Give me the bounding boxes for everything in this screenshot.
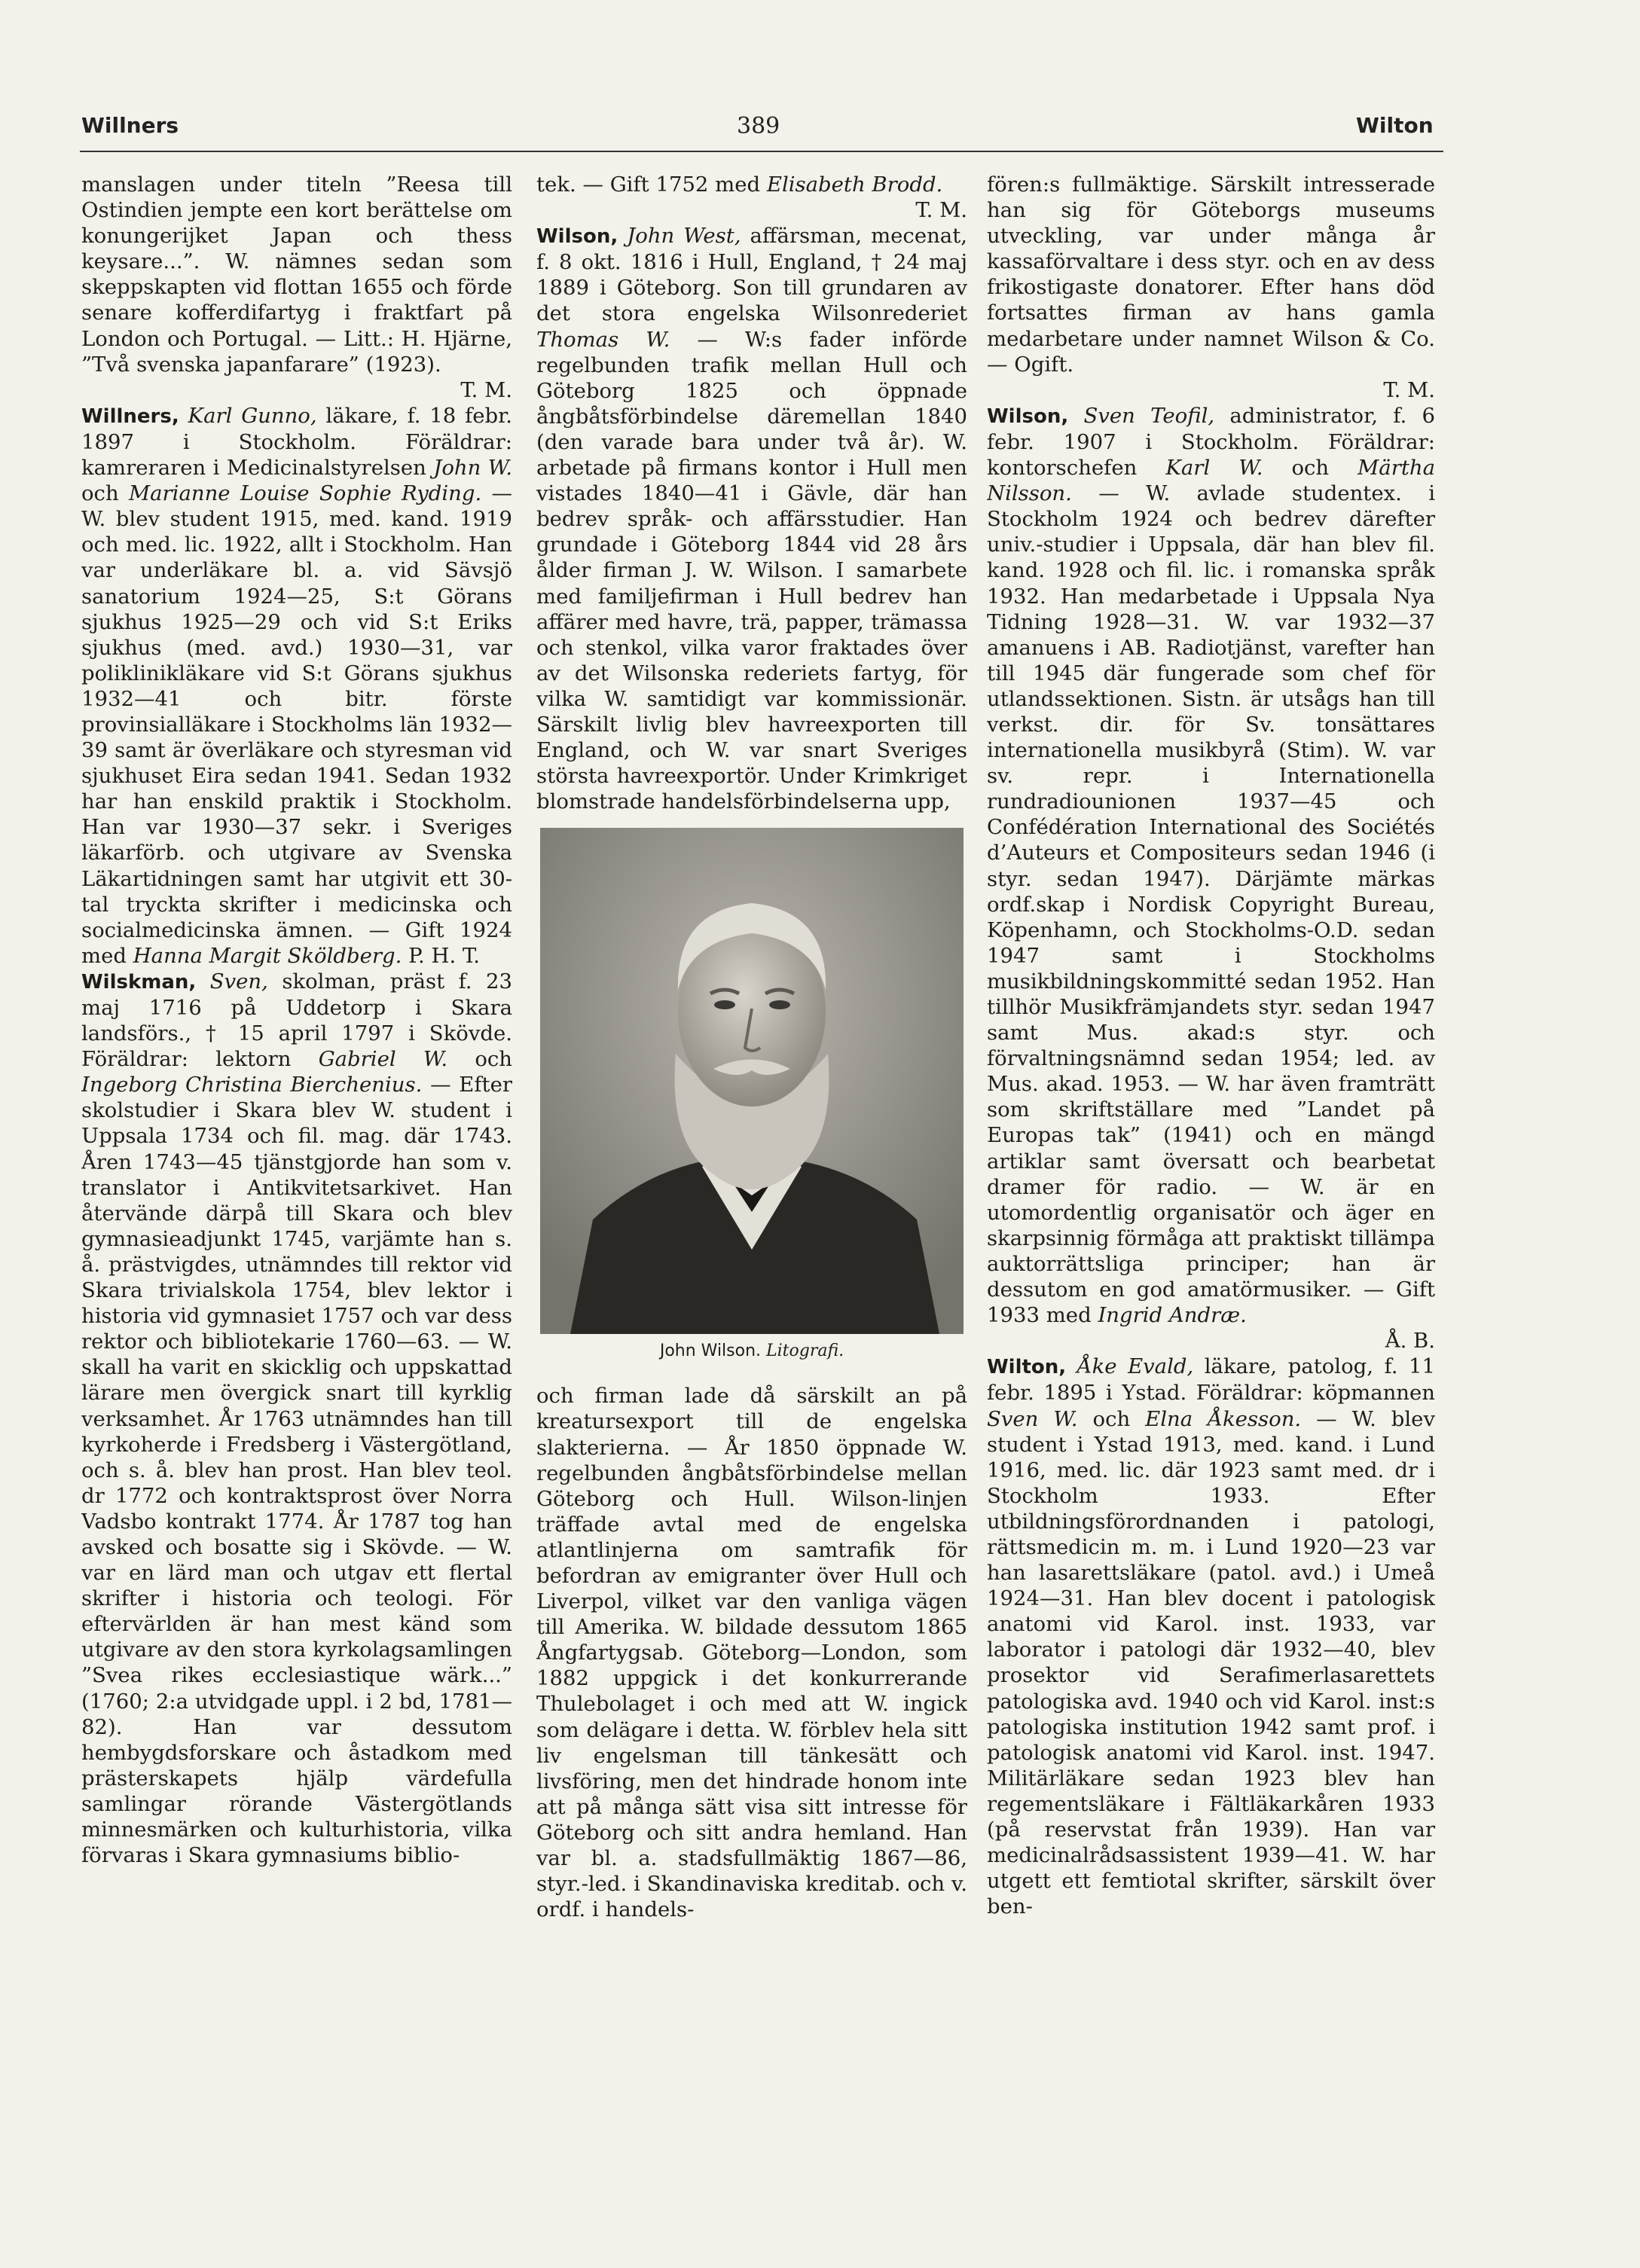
text: läkare, patolog, f. 11 febr. 1895 i Ystad. Föräldrar: köpmannen	[987, 1354, 1435, 1406]
text: tek. — Gift 1752 med	[536, 172, 767, 197]
text: — W. blev student 1915, med. kand. 1919 och med. lic. 1922, allt i Stockholm. Han var underläkare bl. a. vid Sävsjö sanatorium 1924—25, S:t Görans sjukhus 1925—29 och vid S:t Eriks sjukhus (med. avd.) 1930—31, var poliklinikläkare vid S:t Görans sjukhus 1932—41 och bitr. förste provinsialläkare i Stockholms län 1932—39 samt är överläkare och styresman vid sjukhuset Eira sedan 1941. Sedan 1932 har han enskild praktik i Stockholm. Han var 1930—37 sekr. i Sveriges läkarförb. och utgivare av Svenska Läkartidningen samt har utgivit ett 30-tal tryckta skrifter i medicinska och socialmedicinska ämnen. — Gift 1924 med	[81, 481, 512, 968]
text: läkare, f. 18 febr. 1897 i Stockholm. Föräldrar: kamreraren i Medicinalstyrelsen	[81, 403, 512, 481]
italic-name: Märtha Nilsson.	[987, 456, 1435, 506]
text: och	[1263, 456, 1358, 481]
text-column-1	[81, 172, 512, 2205]
running-header-left: Willners	[81, 113, 179, 138]
text-column-2	[536, 172, 967, 2205]
entry-headword: Wilson,	[987, 404, 1069, 428]
header-rule	[80, 151, 1443, 152]
italic-name: Ingeborg Christina Bierchenius.	[81, 1073, 423, 1097]
entry-given-name: Karl Gunno,	[188, 403, 317, 428]
italic-name: Ingrid Andræ.	[1098, 1303, 1247, 1328]
entry-headword: Wilson,	[536, 225, 618, 249]
entry-given-name: Sven,	[209, 969, 268, 994]
italic-name: Elisabeth Brodd.	[766, 172, 943, 197]
italic-name: Elna Åkesson.	[1145, 1406, 1302, 1431]
text-column-3	[987, 172, 1435, 2205]
page-number: 389	[737, 113, 780, 139]
entry-given-name: Åke Evald,	[1077, 1354, 1194, 1379]
entry-wilson-sven-teofil	[987, 403, 1435, 1354]
caption-note: Litografi.	[766, 1342, 844, 1361]
caption-name: John Wilson.	[659, 1342, 762, 1361]
paragraph	[536, 172, 967, 223]
text: — W. blev student i Ystad 1913, med. kand. i Lund 1916, med. lic. där 1923 samt med. dr i Stockholm 1933. Efter utbildningsförordnanden i patologi, rättsmedicin m. m. i Lund 1920—23 var han lasarettsläkare (patol. avd.) i Umeå 1924—31. Han blev docent i patologisk anatomi vid Karol. inst. 1933, var laborator i patologi där 1932—40, blev prosektor vid Serafimerlasarettets patologiska avd. 1940 och vid Karol. inst:s patologiska institution 1942 samt prof. i patologisk anatomi vid Karol. inst. 1947. Militärläkare sedan 1923 blev han regementsläkare i Fältläkarkåren 1933 (på reservstat från 1939). Han var medicinalrådsassistent 1939—41. W. har utgett ett femtiotal skrifter, särskilt över ben-	[987, 1406, 1435, 1919]
paragraph	[987, 172, 1435, 403]
entry-wilskman-sven	[81, 969, 512, 1868]
paragraph	[81, 172, 512, 403]
entry-headword: Wilskman,	[81, 970, 197, 994]
text: administrator, f. 6 febr. 1907 i Stockholm. Föräldrar: kontorschefen	[987, 403, 1435, 481]
text: — W. avlade studentex. i Stockholm 1924 och bedrev därefter univ.-studier i Uppsala, där han blev fil. kand. 1928 och fil. lic. i romanska språk 1932. Han medarbetade i Uppsala Nya Tidning 1928—31. W. var 1932—37 amanuens i AB. Radiotjänst, varefter han till 1945 där fungerade som chef för utlandssektionen. Sistn. är utsågs han till verkst. dir. för Sv. tonsättares internationella musikbyrå (Stim). W. var sv. repr. i Internationella rundradiounionen 1937—45 och Confédération International des Sociétés d’Auteurs et Compositeurs sedan 1946 (i styr. sedan 1947). Därjämte märkas ordf.skap i Nordisk Copyright Bureau, Köpenhamn, och Stockholms-O.D. sedan 1947 samt i Stockholms musikbildningskommitté sedan 1952. Han tillhör Musikfrämjandets styr. sedan 1947 samt Mus. akad:s styr. och förvaltningsnämnd sedan 1954; led. av Mus. akad. 1953. — W. har även framträtt som skriftställare med ”Landet på Europas tak” (1941) och en mängd artiklar samt översatt och bearbetat dramer för radio. — W. är en utomordentlig organisatör och äger en skarpsinnig förmåga att praktiskt tillämpa auktorrättsliga principer; han är dessutom en god amatörmusiker. — Gift 1933 med	[987, 481, 1435, 1328]
entry-wilton-ake-evald	[987, 1354, 1435, 1919]
portrait-caption	[536, 1342, 967, 1360]
author-signature: Å. B.	[1385, 1329, 1435, 1354]
entry-willners-karl-gunno	[81, 403, 512, 969]
text: affärsman, mecenat, f. 8 okt. 1816 i Hull, England, † 24 maj 1889 i Göteborg. Son till grundaren av det stora engelska Wilsonrederiet	[536, 224, 967, 326]
text: och	[447, 1047, 512, 1072]
paragraph: och firman lade då särskilt an på kreatursexport till de engelska slakterierna. — År 1850 öppnade W. regelbunden ångbåtsförbindelse mellan Göteborg och Hull. Wilson-linjen träffade avtal med de engelska atlantlinjerna om samtrafik för befordran av emigranter över Hull och Liverpol, vilket var den vanliga vägen till Amerika. W. bildade dessutom 1865 Ångfartygsab. Göteborg—London, som 1882 uppgick i det konkurrerande Thulebolaget i och med att W. ingick som delägare i detta. W. förblev hela sitt liv engelsman till tänkesätt och livsföring, men det hindrade honom inte att på många sätt visa sitt intresse för Göteborg och sitt andra hemland. Han var bl. a. stadsfullmäktig 1867—86, styr.-led. i Skandinaviska kreditab. och v. ordf. i handels-	[536, 1384, 967, 1922]
author-signature: T. M.	[915, 198, 967, 223]
entry-given-name: Sven Teofil,	[1083, 403, 1215, 428]
entry-wilson-john-west	[536, 223, 967, 814]
text: — Efter skolstudier i Skara blev W. student i Uppsala 1734 och fil. mag. där 1743. Åren 1743—45 tjänstgjorde han som v. translator i Antikvitetsarkivet. Han återvände därpå till Skara och blev gymnasieadjunkt 1745, varjämte han s. å. prästvigdes, utnämndes till rektor vid Skara trivialskola 1754, blev lektor i historia vid gymnasiet 1757 och var dess rektor och bibliotekarie 1760—63. — W. skall ha varit en skicklig och uppskattad lärare men övergick snart till kyrklig verksamhet. År 1763 utnämndes han till kyrkoherde i Fredsberg i Västergötland, och s. å. blev han prost. Han blev teol. dr 1772 och kontraktsprost över Norra Vadsbo kontrakt 1774. År 1787 tog han avsked och bosatte sig i Skövde. — W. var en lärd man och utgav ett flertal skrifter i historia och teologi. För eftervärlden är han mest känd som utgivare av den stora kyrkolagsamlingen ”Svea rikes ecclesiastique wärk...” (1760; 2:a utvidgade uppl. i 2 bd, 1781—82). Han var dessutom hembygdsforskare och åstadkom med prästerskapets hjälp värdefulla samlingar rörande Västergötlands minnesmärken och kulturhistoria, vilka förvaras i Skara gymnasiums biblio-	[81, 1073, 512, 1868]
italic-name: Marianne Louise Sophie Ryding.	[128, 481, 482, 506]
portrait-illustration	[540, 828, 964, 1334]
text: och	[1077, 1406, 1146, 1431]
portrait-image	[540, 828, 964, 1334]
text: fören:s fullmäktige. Särskilt intresserade han sig för Göteborgs museums utveckling, var under många år kassaförvaltare i dess styr. och en av dess frikostigaste donatorer. Efter hans död fortsattes firman av hans gamla medarbetare under namnet Wilson & Co. — Ogift.	[987, 172, 1435, 377]
italic-name: Karl W.	[1165, 456, 1263, 481]
italic-name: Gabriel W.	[318, 1047, 448, 1072]
entry-headword: Wilton,	[987, 1356, 1067, 1379]
author-signature: T. M.	[1383, 377, 1435, 402]
text: och	[81, 481, 129, 506]
text: manslagen under titeln ”Reesa till Ostindien jempte een kort berättelse om konungerijket Japan och thess keysare...”. W. nämnes sedan som skeppskapten vid flottan 1655 och förde senare kofferdifartyg i fraktfart på London och Portugal. — Litt.: H. Hjärne, ”Två svenska japanfarare” (1923).	[81, 172, 512, 377]
author-signature: P. H. T.	[402, 943, 481, 968]
text: — W:s fader införde regelbunden trafik mellan Hull och Göteborg 1825 och öppnade ångbåtsförbindelse däremellan 1840 (den varade bara under två år). W. arbetade på firmans kontor i Hull men vistades 1840—41 i Gävle, där han bedrev språk- och affärsstudier. Han grundade i Göteborg 1844 vid 28 års ålder firman J. W. Wilson. I samarbete med familjefirman i Hull bedrev han affärer med havre, trä, papper, trämassa och stenkol, vilka varor fraktades över av det Wilsonska rederiets fartyg, för vilka W. samtidigt var kommissionär. Särskilt livlig blev havreexporten till England, och W. var snart Sveriges största havreexportör. Under Krimkriget blomstrade handelsförbindelserna upp,	[536, 327, 967, 814]
italic-name: Thomas W.	[536, 327, 670, 352]
italic-name: John W.	[433, 456, 512, 481]
running-header-right: Wilton	[1356, 113, 1434, 138]
italic-name: Hanna Margit Sköldberg.	[133, 943, 402, 968]
author-signature: T. M.	[460, 377, 512, 402]
text: skolman, präst f. 23 maj 1716 på Uddetorp i Skara landsförs., † 15 april 1797 i Skövde. Föräldrar: lektorn	[81, 969, 512, 1072]
entry-headword: Willners,	[81, 404, 179, 428]
entry-given-name: John West,	[627, 224, 741, 249]
italic-name: Sven W.	[987, 1406, 1078, 1431]
